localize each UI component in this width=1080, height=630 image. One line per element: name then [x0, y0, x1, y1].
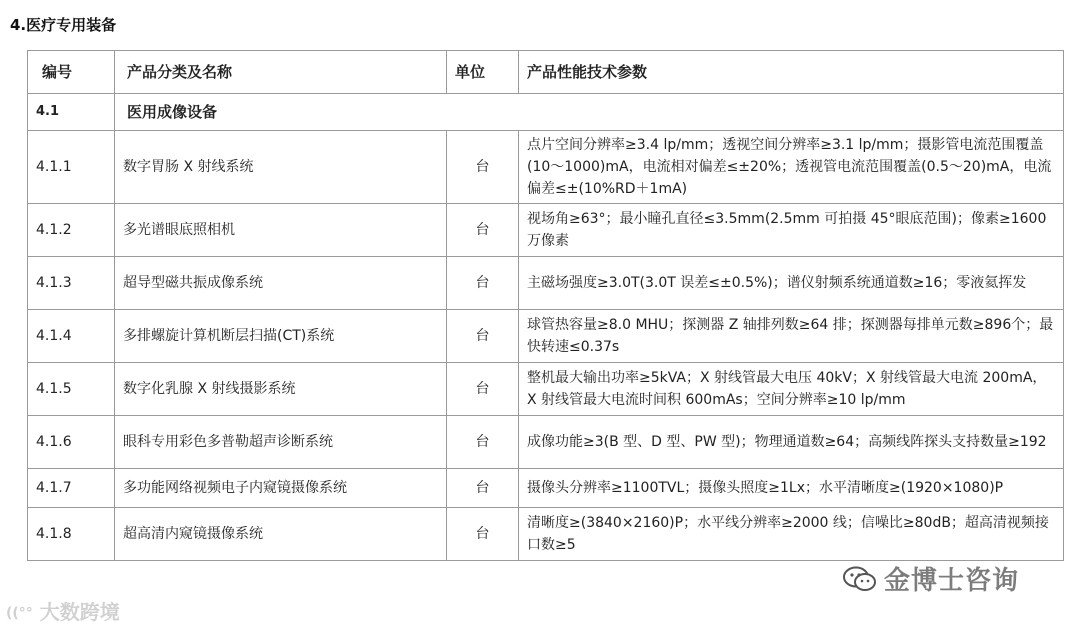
table-row: [28, 469, 1064, 508]
row-name: 超高清内窥镜摄像系统: [115, 508, 447, 561]
row-unit: 台: [447, 363, 519, 416]
row-unit: 台: [447, 204, 519, 257]
row-unit: 台: [447, 257, 519, 310]
group-name: 医用成像设备: [115, 94, 1064, 131]
row-unit: 台: [447, 131, 519, 204]
section-title: 4.医疗专用装备: [10, 16, 117, 34]
table-row: [28, 257, 1064, 310]
row-params: 摄像头分辨率≥1100TVL；摄像头照度≥1Lx；水平清晰度≥(1920×1080)P: [519, 469, 1064, 508]
spec-table: [27, 50, 1064, 561]
row-name: 多功能网络视频电子内窥镜摄像系统: [115, 469, 447, 508]
header-unit: 单位: [447, 51, 519, 94]
row-unit: 台: [447, 310, 519, 363]
table-row: [28, 416, 1064, 469]
watermark-right: [842, 560, 1019, 597]
watermark-right-text: 金博士咨询: [884, 566, 1020, 596]
row-name: 眼科专用彩色多普勒超声诊断系统: [115, 416, 447, 469]
row-params: 视场角≥63°；最小瞳孔直径≤3.5mm(2.5mm 可拍摄 45°眼底范围)；像素≥1600 万像素: [519, 204, 1064, 257]
row-code: 4.1.7: [28, 469, 115, 508]
header-name: 产品分类及名称: [115, 51, 447, 94]
wechat-icon: [842, 565, 878, 593]
row-name: 超导型磁共振成像系统: [115, 257, 447, 310]
row-code: 4.1.4: [28, 310, 115, 363]
row-unit: 台: [447, 469, 519, 508]
row-code: 4.1.8: [28, 508, 115, 561]
table-row: [28, 131, 1064, 204]
row-name: 数字胃肠 X 射线系统: [115, 131, 447, 204]
row-unit: 台: [447, 416, 519, 469]
row-params: 球管热容量≥8.0 MHU；探测器 Z 轴排列数≥64 排；探测器每排单元数≥896个；最快转速≤0.37s: [519, 310, 1064, 363]
row-params: 成像功能≥3(B 型、D 型、PW 型)；物理通道数≥64；高频线阵探头支持数量≥192: [519, 416, 1064, 469]
watermark-left: [6, 596, 120, 625]
table-row: [28, 508, 1064, 561]
row-params: 整机最大输出功率≥5kVA；X 射线管最大电压 40kV；X 射线管最大电流 200mA，X 射线管最大电流时间积 600mAs；空间分辨率≥10 lp/mm: [519, 363, 1064, 416]
row-code: 4.1.2: [28, 204, 115, 257]
table-row: [28, 204, 1064, 257]
table-row: [28, 310, 1064, 363]
watermark-left-text: 大数跨境: [39, 600, 120, 624]
row-params: 点片空间分辨率≥3.4 lp/mm；透视空间分辨率≥3.1 lp/mm；摄影管电流范围覆盖(10～1000)mA，电流相对偏差≤±20%；透视管电流范围覆盖(0.5～20)mA，电流偏差≤±(10%RD＋1mA): [519, 131, 1064, 204]
row-name: 多光谱眼底照相机: [115, 204, 447, 257]
row-code: 4.1.6: [28, 416, 115, 469]
table-row: [28, 363, 1064, 416]
row-code: 4.1.3: [28, 257, 115, 310]
row-code: 4.1.5: [28, 363, 115, 416]
row-params: 主磁场强度≥3.0T(3.0T 误差≤±0.5%)；谱仪射频系统通道数≥16；零液氦挥发: [519, 257, 1064, 310]
group-row: [28, 94, 1064, 131]
row-unit: 台: [447, 508, 519, 561]
group-code: 4.1: [28, 94, 115, 131]
watermark-left-mark: ((°°: [6, 605, 33, 622]
row-params: 清晰度≥(3840×2160)P；水平线分辨率≥2000 线；信噪比≥80dB；超高清视频接口数≥5: [519, 508, 1064, 561]
header-code: 编号: [28, 51, 115, 94]
row-name: 数字化乳腺 X 射线摄影系统: [115, 363, 447, 416]
table-header-row: [28, 51, 1064, 94]
header-params: 产品性能技术参数: [519, 51, 1064, 94]
row-name: 多排螺旋计算机断层扫描(CT)系统: [115, 310, 447, 363]
row-code: 4.1.1: [28, 131, 115, 204]
